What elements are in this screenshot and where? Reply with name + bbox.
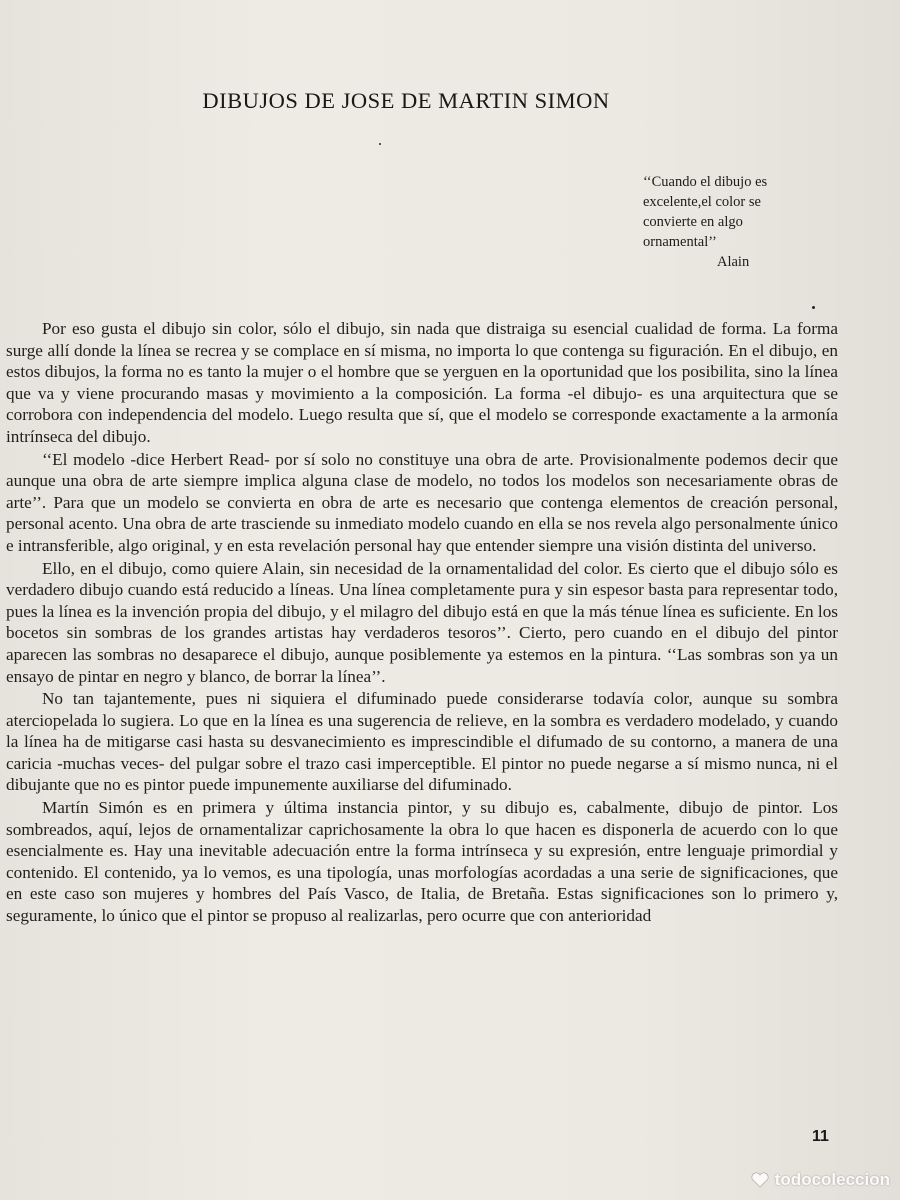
epigraph-line: convierte en algo (643, 214, 743, 230)
watermark (751, 1170, 890, 1190)
article-body (6, 318, 838, 928)
epigraph-line: ornamental’’ (643, 234, 717, 250)
ink-speck (812, 306, 815, 309)
epigraph-line: excelente,el color se (643, 194, 761, 210)
watermark-text: todocoleccion (774, 1170, 890, 1189)
epigraph (643, 172, 823, 272)
paragraph: Ello, en el dibujo, como quiere Alain, sin necesidad de la ornamentalidad del color. Es cierto que el dibujo sólo es verdadero dibujo cuando está reducido a líneas. Una línea completamente pura y sin espesor basta para representar todo, pues la línea es la invención propia del dibujo, y el milagro del dibujo está en que la más ténue línea es suficiente. En los bocetos sin sombras de los grandes artistas hay verdaderos tesoros’’. Cierto, pero cuando en el dibujo del pintor aparecen las sombras no desaparece el dibujo, aunque posiblemente ya estemos en la pintura. ‘‘Las sombras son ya un ensayo de pintar en negro y blanco, de borrar la línea’’. (6, 558, 838, 686)
watermark-logo-icon (751, 1172, 769, 1188)
epigraph-line: ‘‘Cuando el dibujo es (643, 174, 768, 190)
paragraph: Martín Simón es en primera y última instancia pintor, y su dibujo es, cabalmente, dibujo de pintor. Los sombreados, aquí, lejos de ornamentalizar caprichosamente la obra lo que hacen es disponerla de acuerdo con lo que esencialmente es. Hay una inevitable adecuación entre la forma intrínseca y su expresión, entre lenguaje primordial y contenido. El contenido, ya lo vemos, es una tipología, unas morfologías acordadas a una serie de significaciones, que en este caso son mujeres y hombres del País Vasco, de Italia, de Bretaña. Estas significaciones son lo primero y, seguramente, lo único que el pintor se propuso al realizarlas, pero ocurre que con anterioridad (6, 798, 838, 926)
paragraph: ‘‘El modelo -dice Herbert Read- por sí solo no constituye una obra de arte. Provisionalmente podemos decir que aunque una obra de arte siempre implica alguna clase de modelo, no todos los modelos son necesariamente obras de arte’’. Para que un modelo se convierta en obra de arte es necesario que contenga elementos de creación personal, personal acento. Una obra de arte trasciende su inmediato modelo cuando en ella se nos revela algo personalmente único e intransferible, algo original, y en esta revelación personal hay que entender siempre una visión distinta del universo. (6, 449, 838, 555)
epigraph-author: Alain (717, 254, 750, 270)
page-number: 11 (812, 1128, 829, 1145)
paragraph: Por eso gusta el dibujo sin color, sólo el dibujo, sin nada que distraiga su esencial cualidad de forma. La forma surge allí donde la línea se recrea y se complace en sí misma, no importa lo que contenga su figuración. En el dibujo, en estos dibujos, la forma no es tanto la mujer o el hombre que se yerguen en la oportunidad que los posibilita, sino la línea que va y viene procurando masas y movimiento a la composición. La forma -el dibujo- es una arquitectura que se corrobora con independencia del modelo. Luego resulta que sí, que el modelo se corresponde exactamente a la armonía intrínseca del dibujo. (6, 319, 838, 446)
ink-speck (379, 143, 381, 145)
page-title: DIBUJOS DE JOSE DE MARTIN SIMON (202, 88, 610, 113)
paragraph: No tan tajantemente, pues ni siquiera el difuminado puede considerarse todavía color, aunque su sombra aterciopelada lo sugiera. Lo que en la línea es una sugerencia de relieve, en la sombra es verdadero modelado, y cuando la línea ha de mitigarse casi hasta su desvanecimiento es imprescindible el difumado de su contorno, a manera de una caricia -muchas veces- del pulgar sobre el trazo casi imperceptible. El pintor no puede negarse a sí mismo nunca, ni el dibujante que no es pintor puede impunemente auxiliarse del difuminado. (6, 689, 838, 795)
